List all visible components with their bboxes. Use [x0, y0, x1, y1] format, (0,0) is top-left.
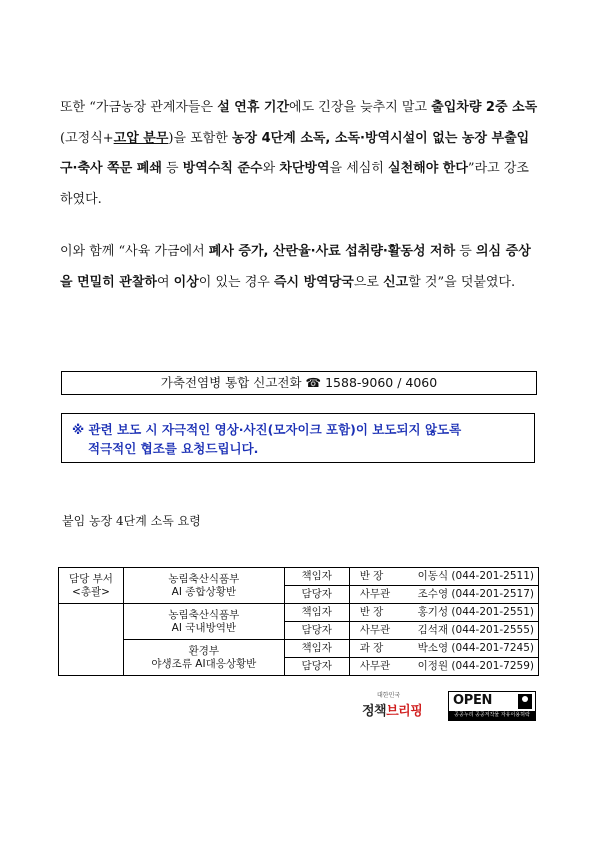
- name-phone-cell: 김석재 (044-201-2555): [414, 622, 539, 640]
- name-phone-cell: 이정원 (044-201-7259): [414, 658, 539, 676]
- dept-empty-cell: [59, 604, 124, 676]
- title-cell: 사무관: [349, 586, 413, 604]
- role-cell: 담당자: [284, 622, 349, 640]
- org-cell: 농림축산식품부 AI 종합상황반: [123, 568, 284, 604]
- hotline-text: 가축전염병 통합 신고전화 ☎ 1588-9060 / 4060: [160, 375, 438, 390]
- notice-line-2: 적극적인 협조를 요청드립니다.: [88, 441, 259, 456]
- title-cell: 반 장: [349, 604, 413, 622]
- role-cell: 담당자: [284, 586, 349, 604]
- policy-briefing-logo: 대한민국 정책브리핑: [362, 692, 423, 719]
- kogl-open-badge: OPEN 공공누리 공공저작물 자유이용허락: [448, 691, 536, 721]
- person-icon: [518, 694, 532, 709]
- notice-line-1: ※ 관련 보도 시 자극적인 영상·사진(모자이크 포함)이 보도되지 않도록: [72, 422, 462, 437]
- role-cell: 책임자: [284, 640, 349, 658]
- table-row: [59, 640, 539, 658]
- contacts-table: [58, 567, 539, 676]
- role-cell: 책임자: [284, 568, 349, 586]
- name-phone-cell: 이동식 (044-201-2511): [414, 568, 539, 586]
- name-phone-cell: 조수영 (044-201-2517): [414, 586, 539, 604]
- title-cell: 과 장: [349, 640, 413, 658]
- dept-header-cell: 담당 부서 <총괄>: [59, 568, 124, 604]
- hotline-box: [61, 371, 537, 395]
- table-row: [59, 604, 539, 622]
- name-phone-cell: 박소영 (044-201-7245): [414, 640, 539, 658]
- attachment-label: 붙임 농장 4단계 소독 요령: [62, 514, 201, 528]
- role-cell: 책임자: [284, 604, 349, 622]
- org-cell: 농림축산식품부 AI 국내방역반: [123, 604, 284, 640]
- table-row: [59, 568, 539, 586]
- role-cell: 담당자: [284, 658, 349, 676]
- paragraph-report-symptoms: 이와 함께 “사육 가금에서 폐사 증가, 산란율·사료 섭취량·활동성 저하 등 의심 증상을 면밀히 관찰하여 이상이 있는 경우 즉시 방역당국으로 신고할 것”을 덧붙였다.: [60, 244, 531, 290]
- title-cell: 사무관: [349, 658, 413, 676]
- name-phone-cell: 홍기성 (044-201-2551): [414, 604, 539, 622]
- org-cell: 환경부 야생조류 AI대응상황반: [123, 640, 284, 676]
- paragraph-farm-quarantine-instructions: 또한 “가금농장 관계자들은 설 연휴 기간에도 긴장을 늦추지 말고 출입차량 2중 소독(고정식+고압 분무)을 포함한 농장 4단계 소독, 소독·방역시설이 없는 농장 부출입구·축사 쪽문 폐쇄 등 방역수칙 준수와 차단방역을 세심히 실천해야 한다”라고 강조하였다.: [60, 100, 538, 207]
- press-notice-box: [61, 413, 535, 463]
- title-cell: 반 장: [349, 568, 413, 586]
- footer-logos: [362, 690, 538, 724]
- title-cell: 사무관: [349, 622, 413, 640]
